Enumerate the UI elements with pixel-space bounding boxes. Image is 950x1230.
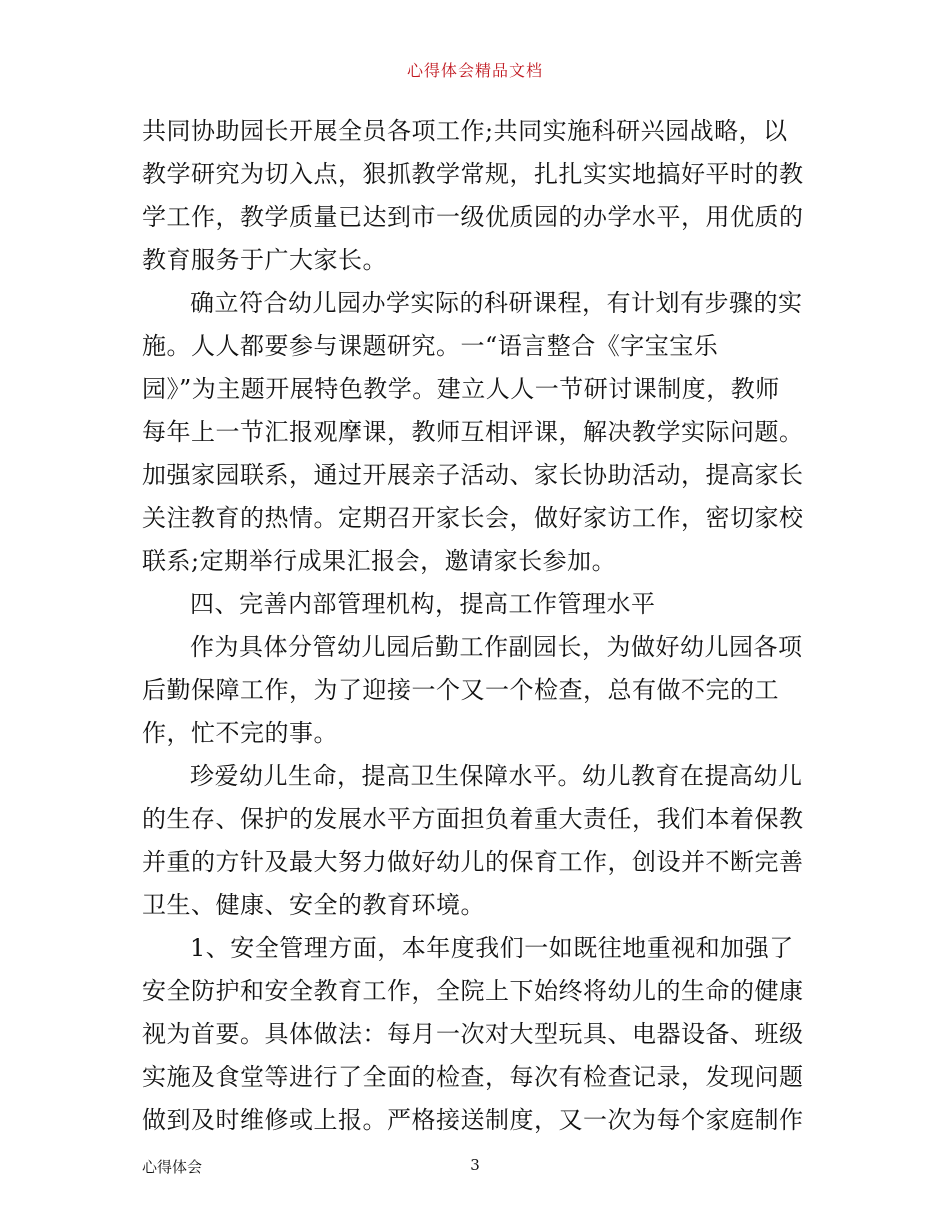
text-line: 做到及时维修或上报。严格接送制度，又一次为每个家庭制作 xyxy=(142,1106,804,1134)
text-line: 并重的方针及最大努力做好幼儿的保育工作，创设并不断完善 xyxy=(142,848,804,876)
paragraph-start-line: 1、安全管理方面，本年度我们一如既往地重视和加强了 xyxy=(190,934,794,962)
text-line: 卫生、健康、安全的教育环境。 xyxy=(142,891,485,919)
text-line: 安全防护和安全教育工作，全院上下始终将幼儿的生命的健康 xyxy=(142,977,804,1005)
text-line: 关注教育的热情。定期召开家长会，做好家访工作，密切家校 xyxy=(142,504,804,532)
paragraph-start-line: 作为具体分管幼儿园后勤工作副园长，为做好幼儿园各项 xyxy=(190,633,803,661)
paragraph-start-line: 珍爱幼儿生命，提高卫生保障水平。幼儿教育在提高幼儿 xyxy=(190,762,803,790)
paragraph-start-line: 确立符合幼儿园办学实际的科研课程，有计划有步骤的实 xyxy=(190,289,803,317)
text-line: 每年上一节汇报观摩课，教师互相评课，解决教学实际问题。 xyxy=(142,418,804,446)
text-line: 视为首要。具体做法：每月一次对大型玩具、电器设备、班级 xyxy=(142,1020,804,1048)
text-line: 教学研究为切入点，狠抓教学常规，扎扎实实地搞好平时的教 xyxy=(142,160,804,188)
text-line: 教育服务于广大家长。 xyxy=(142,246,387,274)
text-line: 作，忙不完的事。 xyxy=(142,719,338,747)
text-line: 联系;定期举行成果汇报会，邀请家长参加。 xyxy=(142,547,617,575)
text-line: 学工作，教学质量已达到市一级优质园的办学水平，用优质的 xyxy=(142,203,804,231)
text-line: 的生存、保护的发展水平方面担负着重大责任，我们本着保教 xyxy=(142,805,804,833)
page-number: 3 xyxy=(470,1156,480,1174)
section-heading: 四、完善内部管理机构，提高工作管理水平 xyxy=(190,590,656,618)
page-header-title: 心得体会精品文档 xyxy=(406,61,543,80)
document-body xyxy=(142,110,817,1142)
text-line: 园》”为主题开展特色教学。建立人人一节研讨课制度，教师 xyxy=(142,375,780,403)
text-line: 共同协助园长开展全员各项工作;共同实施科研兴园战略，以 xyxy=(142,117,788,145)
text-line: 后勤保障工作，为了迎接一个又一个检查，总有做不完的工 xyxy=(142,676,779,704)
text-line: 加强家园联系，通过开展亲子活动、家长协助活动，提高家长 xyxy=(142,461,804,489)
text-line: 实施及食堂等进行了全面的检查，每次有检查记录，发现问题 xyxy=(142,1063,804,1091)
text-line: 施。人人都要参与课题研究。一“语言整合《字宝宝乐 xyxy=(142,332,719,360)
page-footer-label: 心得体会 xyxy=(142,1158,203,1176)
